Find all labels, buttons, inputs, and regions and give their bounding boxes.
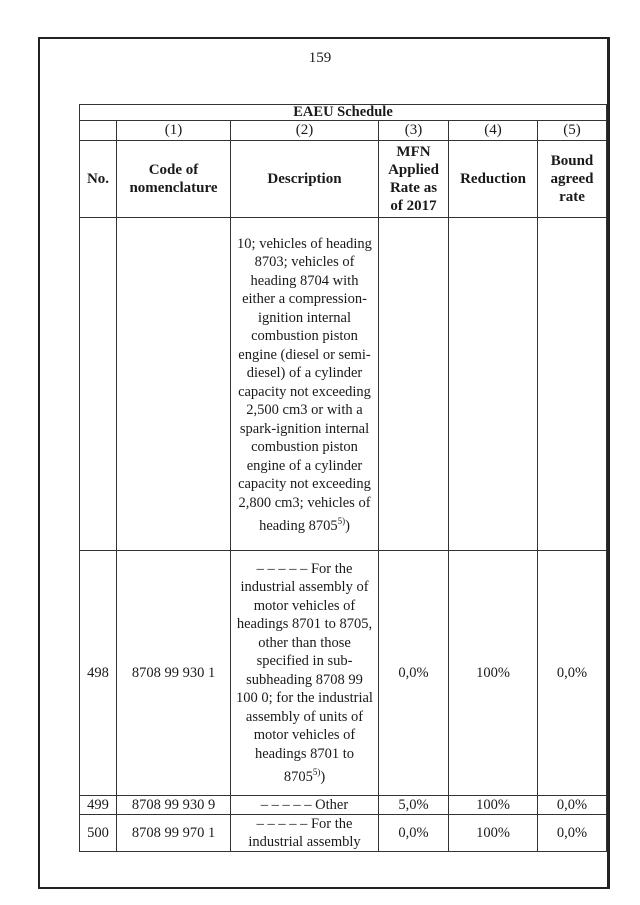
header-code: Code of nomenclature [117, 141, 231, 218]
header-mfn-rate: MFN Applied Rate as of 2017 [379, 141, 449, 218]
column-number [80, 121, 117, 141]
cell-no: 500 [80, 815, 117, 852]
column-number-row [80, 121, 607, 141]
table-row [80, 218, 607, 551]
header-no: No. [80, 141, 117, 218]
header-description: Description [231, 141, 379, 218]
column-number: (3) [379, 121, 449, 141]
cell-no [80, 218, 117, 551]
column-number: (2) [231, 121, 379, 141]
column-number: (1) [117, 121, 231, 141]
cell-no: 498 [80, 551, 117, 796]
header-reduction: Reduction [449, 141, 538, 218]
description-text: – – – – – For the industrial assembly of motor vehicles of headings 8701 to 8705, other than those specified in sub-subheading 8708 99 100 0; for the industrial assembly of units of motor vehicles of headings 8701 to 8705 [236, 560, 373, 785]
cell-description [231, 551, 379, 796]
description-text: 10; vehicles of heading 8703; vehicles of heading 8704 with either a compression-ignition internal combustion piston engine (diesel or semi-diesel) of a cylinder capacity not exceeding 2,500 cm3 or with a spark-ignition internal combustion piston engine of a cylinder capacity not exceeding 2,800 cm3; vehicles of heading 8705 [237, 235, 372, 534]
cell-bound: 0,0% [538, 551, 607, 796]
table-row [80, 815, 607, 852]
column-number: (4) [449, 121, 538, 141]
table-row [80, 551, 607, 796]
cell-mfn: 5,0% [379, 796, 449, 815]
header-row [80, 141, 607, 218]
cell-description [231, 218, 379, 551]
cell-code [117, 218, 231, 551]
footnote-marker: 5) [337, 516, 346, 527]
cell-reduction: 100% [449, 815, 538, 852]
eaeu-schedule-table [79, 104, 607, 852]
column-number: (5) [538, 121, 607, 141]
footnote-close: ) [345, 517, 350, 534]
cell-mfn: 0,0% [379, 551, 449, 796]
cell-code: 8708 99 930 9 [117, 796, 231, 815]
cell-reduction [449, 218, 538, 551]
cell-bound: 0,0% [538, 815, 607, 852]
cell-no: 499 [80, 796, 117, 815]
table-title-row [80, 105, 607, 121]
cell-bound [538, 218, 607, 551]
footnote-close: ) [320, 768, 326, 785]
cell-reduction: 100% [449, 796, 538, 815]
table-row [80, 796, 607, 815]
cell-code: 8708 99 930 1 [117, 551, 231, 796]
footnote-marker: 5) [312, 767, 321, 778]
cell-bound: 0,0% [538, 796, 607, 815]
cell-mfn [379, 218, 449, 551]
cell-reduction: 100% [449, 551, 538, 796]
header-bound-rate: Bound agreed rate [538, 141, 607, 218]
cell-code: 8708 99 970 1 [117, 815, 231, 852]
cell-description: – – – – – Other [231, 796, 379, 815]
schedule-title: EAEU Schedule [80, 105, 607, 121]
cell-description: – – – – – For the industrial assembly [231, 815, 379, 852]
cell-mfn: 0,0% [379, 815, 449, 852]
page-number: 159 [308, 50, 332, 66]
